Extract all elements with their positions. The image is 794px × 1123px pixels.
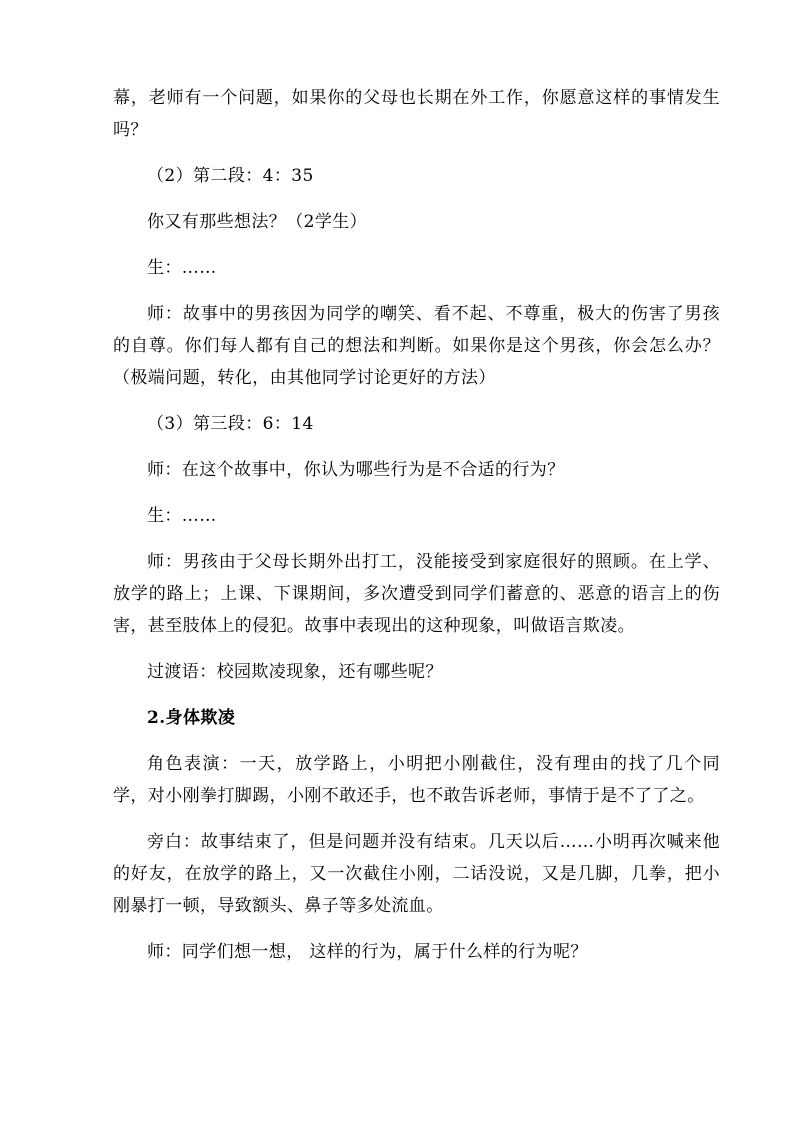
paragraph-student-reply: 生：…… bbox=[147, 258, 217, 278]
paragraph-prompt: 你又有那些想法？（2学生） bbox=[147, 212, 368, 232]
section-heading-physical-bullying: 2.身体欺凌 bbox=[147, 708, 236, 728]
paragraph-role-play: 角色表演：一天，放学路上，小明把小刚截住，没有理由的找了几个同学，对小刚拳打脚踢，小刚不敢还手，也不敢告诉老师，事情于是不了了之。 bbox=[113, 754, 720, 806]
section-marker-part-two: （2）第二段：4：35 bbox=[147, 166, 314, 186]
document-body bbox=[113, 82, 720, 982]
section-marker-part-three: （3）第三段：6：14 bbox=[147, 414, 314, 434]
paragraph-teacher-summary: 师：男孩由于父母长期外出打工，没能接受到家庭很好的照顾。在上学、放学的路上；上课、下课期间，多次遭受到同学们蓄意的、恶意的语言上的伤害，甚至肢体上的侵犯。故事中表现出的这种现象，叫做语言欺凌。 bbox=[113, 552, 720, 636]
paragraph-continued-question: 幕，老师有一个问题，如果你的父母也长期在外工作，你愿意这样的事情发生吗？ bbox=[113, 88, 720, 140]
paragraph-teacher-question: 师：在这个故事中，你认为哪些行为是不合适的行为？ bbox=[147, 460, 565, 480]
paragraph-teacher-remark: 师：故事中的男孩因为同学的嘲笑、看不起、不尊重，极大的伤害了男孩的自尊。你们每人都有自己的想法和判断。如果你是这个男孩，你会怎么办？（极端问题，转化，由其他同学讨论更好的方法） bbox=[113, 304, 720, 388]
paragraph-teacher-final-question: 师：同学们想一想， 这样的行为，属于什么样的行为呢？ bbox=[147, 942, 588, 962]
paragraph-student-reply: 生：…… bbox=[147, 506, 217, 526]
paragraph-transition: 过渡语：校园欺凌现象，还有哪些呢？ bbox=[147, 662, 443, 682]
paragraph-narration: 旁白：故事结束了，但是问题并没有结束。几天以后……小明再次喊来他的好友，在放学的路上，又一次截住小刚，二话没说，又是几脚，几拳，把小刚暴打一顿，导致额头、鼻子等多处流血。 bbox=[113, 832, 720, 916]
